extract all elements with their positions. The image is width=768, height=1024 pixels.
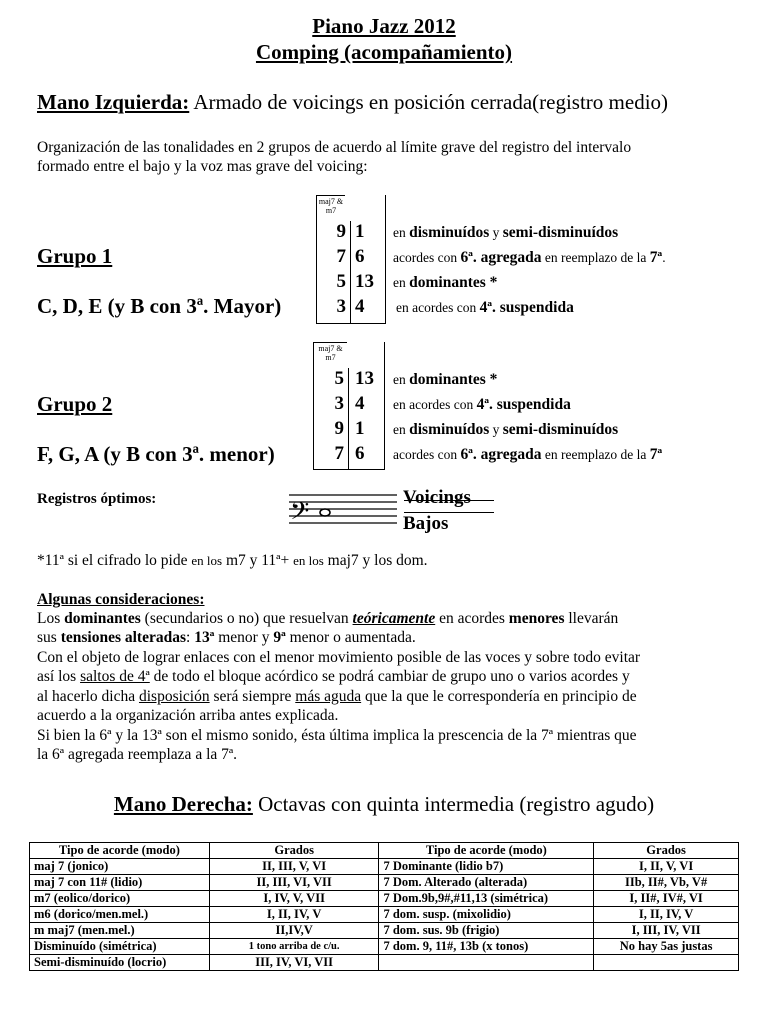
- group1-divider: [350, 221, 351, 323]
- table-row: [30, 939, 739, 955]
- right-hand-heading: [0, 792, 768, 816]
- considerations-line-7: Si bien la 6ª y la 13ª son el mismo sonido, ésta última implica la prescencia de la 7ª mientras que: [37, 727, 637, 744]
- group1-row1-b: 1: [355, 221, 365, 242]
- whole-note-icon: [320, 509, 330, 516]
- page-title: Piano Jazz 2012: [312, 14, 456, 38]
- group2-row4-desc: acordes con 6ª. agregada en reemplazo de la 7ª: [393, 446, 663, 463]
- group1-row4-b: 4: [355, 296, 365, 317]
- considerations-line-4: así los saltos de 4ª de todo el bloque acórdico se podrá cambiar de grupo uno o varios acordes y: [37, 668, 630, 685]
- table-cell: 7 Dominante (lidio b7): [379, 859, 594, 875]
- group2-divider: [348, 368, 349, 469]
- group2-row1-desc: en dominantes *: [393, 371, 498, 388]
- voicings-label: Voicings: [403, 487, 471, 508]
- group2-row4-b: 6: [355, 443, 365, 464]
- left-hand-text: Armado de voicings en posición cerrada(registro medio): [189, 90, 669, 114]
- considerations-line-2: sus tensiones alteradas: 13ª menor y 9ª menor o aumentada.: [37, 629, 416, 646]
- table-cell: maj 7 (jonico): [30, 859, 210, 875]
- group2-row1-a: 5: [334, 368, 344, 389]
- group2-row1-b: 13: [355, 368, 374, 389]
- group1-row4-desc: en acordes con 4ª. suspendida: [396, 299, 574, 316]
- table-cell: maj 7 con 11# (lidio): [30, 875, 210, 891]
- bass-clef-icon: 𝄢: [290, 497, 310, 532]
- table-header-row: [30, 843, 739, 859]
- table-header: Grados: [594, 843, 739, 859]
- group2-row3-a: 9: [334, 418, 344, 439]
- group2-row2-b: 4: [355, 393, 365, 414]
- table-header: Tipo de acorde (modo): [30, 843, 210, 859]
- table-cell: m7 (eolico/dorico): [30, 891, 210, 907]
- table-cell: I, II#, IV#, VI: [594, 891, 739, 907]
- table-cell: [379, 955, 594, 971]
- considerations-line-8: la 6ª agregada reemplaza a la 7ª.: [37, 746, 238, 763]
- group2-row2-desc: en acordes con 4ª. suspendida: [393, 396, 571, 413]
- table-cell: I, II, V, VI: [594, 859, 739, 875]
- group2-row4-a: 7: [334, 443, 344, 464]
- table-cell: IIb, II#, Vb, V#: [594, 875, 739, 891]
- table-cell: I, II, IV, V: [209, 907, 379, 923]
- group1-box-header: maj7 & m7: [318, 197, 344, 215]
- group2-row3-desc: en disminuídos y semi-disminuídos: [393, 421, 619, 438]
- page-subtitle: Comping (acompañamiento): [255, 40, 513, 64]
- table-cell: I, III, IV, VII: [594, 923, 739, 939]
- table-row: [30, 859, 739, 875]
- intro-line-2: formado entre el bajo y la voz mas grave del voicing:: [37, 158, 368, 175]
- table-cell: 7 Dom.9b,9#,#11,13 (simétrica): [379, 891, 594, 907]
- considerations-line-3: Con el objeto de lograr enlaces con el menor movimiento posible de las voces y sobre todo evitar: [37, 649, 641, 666]
- bass-staff-figure: [285, 490, 405, 534]
- group1-row3-b: 13: [355, 271, 374, 292]
- table-cell: 7 Dom. Alterado (alterada): [379, 875, 594, 891]
- group1-row4-a: 3: [336, 296, 346, 317]
- group1-keys: C, D, E (y B con 3ª. Mayor): [37, 294, 282, 318]
- group1-row3-a: 5: [336, 271, 346, 292]
- left-hand-label: Mano Izquierda:: [37, 90, 190, 114]
- group1-row3-desc: en dominantes *: [393, 274, 498, 291]
- table-cell: No hay 5as justas: [594, 939, 739, 955]
- table-cell: 7 dom. 9, 11#, 13b (x tonos): [379, 939, 594, 955]
- table-cell: I, IV, V, VII: [209, 891, 379, 907]
- intro-line-1: Organización de las tonalidades en 2 grupos de acuerdo al límite grave del registro del intervalo: [37, 139, 632, 156]
- group1-row2-desc: acordes con 6ª. agregada en reemplazo de la 7ª.: [393, 249, 666, 266]
- table-header: Tipo de acorde (modo): [379, 843, 594, 859]
- table-row: [30, 891, 739, 907]
- group2-keys: F, G, A (y B con 3ª. menor): [37, 442, 275, 466]
- table-cell: III, IV, VI, VII: [209, 955, 379, 971]
- registros-label: Registros óptimos:: [37, 491, 157, 507]
- table-cell: m maj7 (men.mel.): [30, 923, 210, 939]
- right-hand-text: Octavas con quinta intermedia (registro agudo): [252, 792, 655, 816]
- table-cell: m6 (dorico/men.mel.): [30, 907, 210, 923]
- considerations-heading: Algunas consideraciones:: [37, 591, 205, 608]
- table-row: [30, 955, 739, 971]
- note-11: *11ª si el cifrado lo pide en los m7 y 11ª+ en los maj7 y los dom.: [37, 552, 428, 569]
- group1-row2-a: 7: [336, 246, 346, 267]
- bajos-label: Bajos: [403, 513, 449, 534]
- table-header: Grados: [209, 843, 379, 859]
- table-row: [30, 923, 739, 939]
- group1-row1-a: 9: [336, 221, 346, 242]
- table-cell: 7 dom. sus. 9b (frigio): [379, 923, 594, 939]
- group1-row1-desc: en disminuídos y semi-disminuídos: [393, 224, 619, 241]
- considerations-line-5: al hacerlo dicha disposición será siempre más aguda que la que le correspondería en principio de: [37, 688, 637, 705]
- group1-row2-b: 6: [355, 246, 365, 267]
- table-cell: 7 dom. susp. (mixolidio): [379, 907, 594, 923]
- table-cell: 1 tono arriba de c/u.: [209, 939, 379, 955]
- table-row: [30, 875, 739, 891]
- left-hand-heading: [37, 90, 668, 114]
- considerations-line-6: acuerdo a la organización arriba antes explicada.: [37, 707, 339, 724]
- table-cell: II,IV,V: [209, 923, 379, 939]
- group2-row3-b: 1: [355, 418, 365, 439]
- table-cell: Semi-disminuído (locrio): [30, 955, 210, 971]
- table-cell: Disminuído (simétrica): [30, 939, 210, 955]
- table-cell: [594, 955, 739, 971]
- group1-title: Grupo 1: [37, 244, 113, 268]
- table-cell: II, III, V, VI: [209, 859, 379, 875]
- table-cell: II, III, VI, VII: [209, 875, 379, 891]
- group2-title: Grupo 2: [37, 392, 113, 416]
- modes-table: [29, 842, 739, 971]
- right-hand-label: Mano Derecha:: [113, 792, 253, 816]
- considerations-line-1: Los dominantes (secundarios o no) que resuelvan teóricamente en acordes menores llevarán: [37, 610, 619, 627]
- table-cell: I, II, IV, V: [594, 907, 739, 923]
- group2-box-header: maj7 & m7: [318, 344, 343, 362]
- group2-row2-a: 3: [334, 393, 344, 414]
- table-row: [30, 907, 739, 923]
